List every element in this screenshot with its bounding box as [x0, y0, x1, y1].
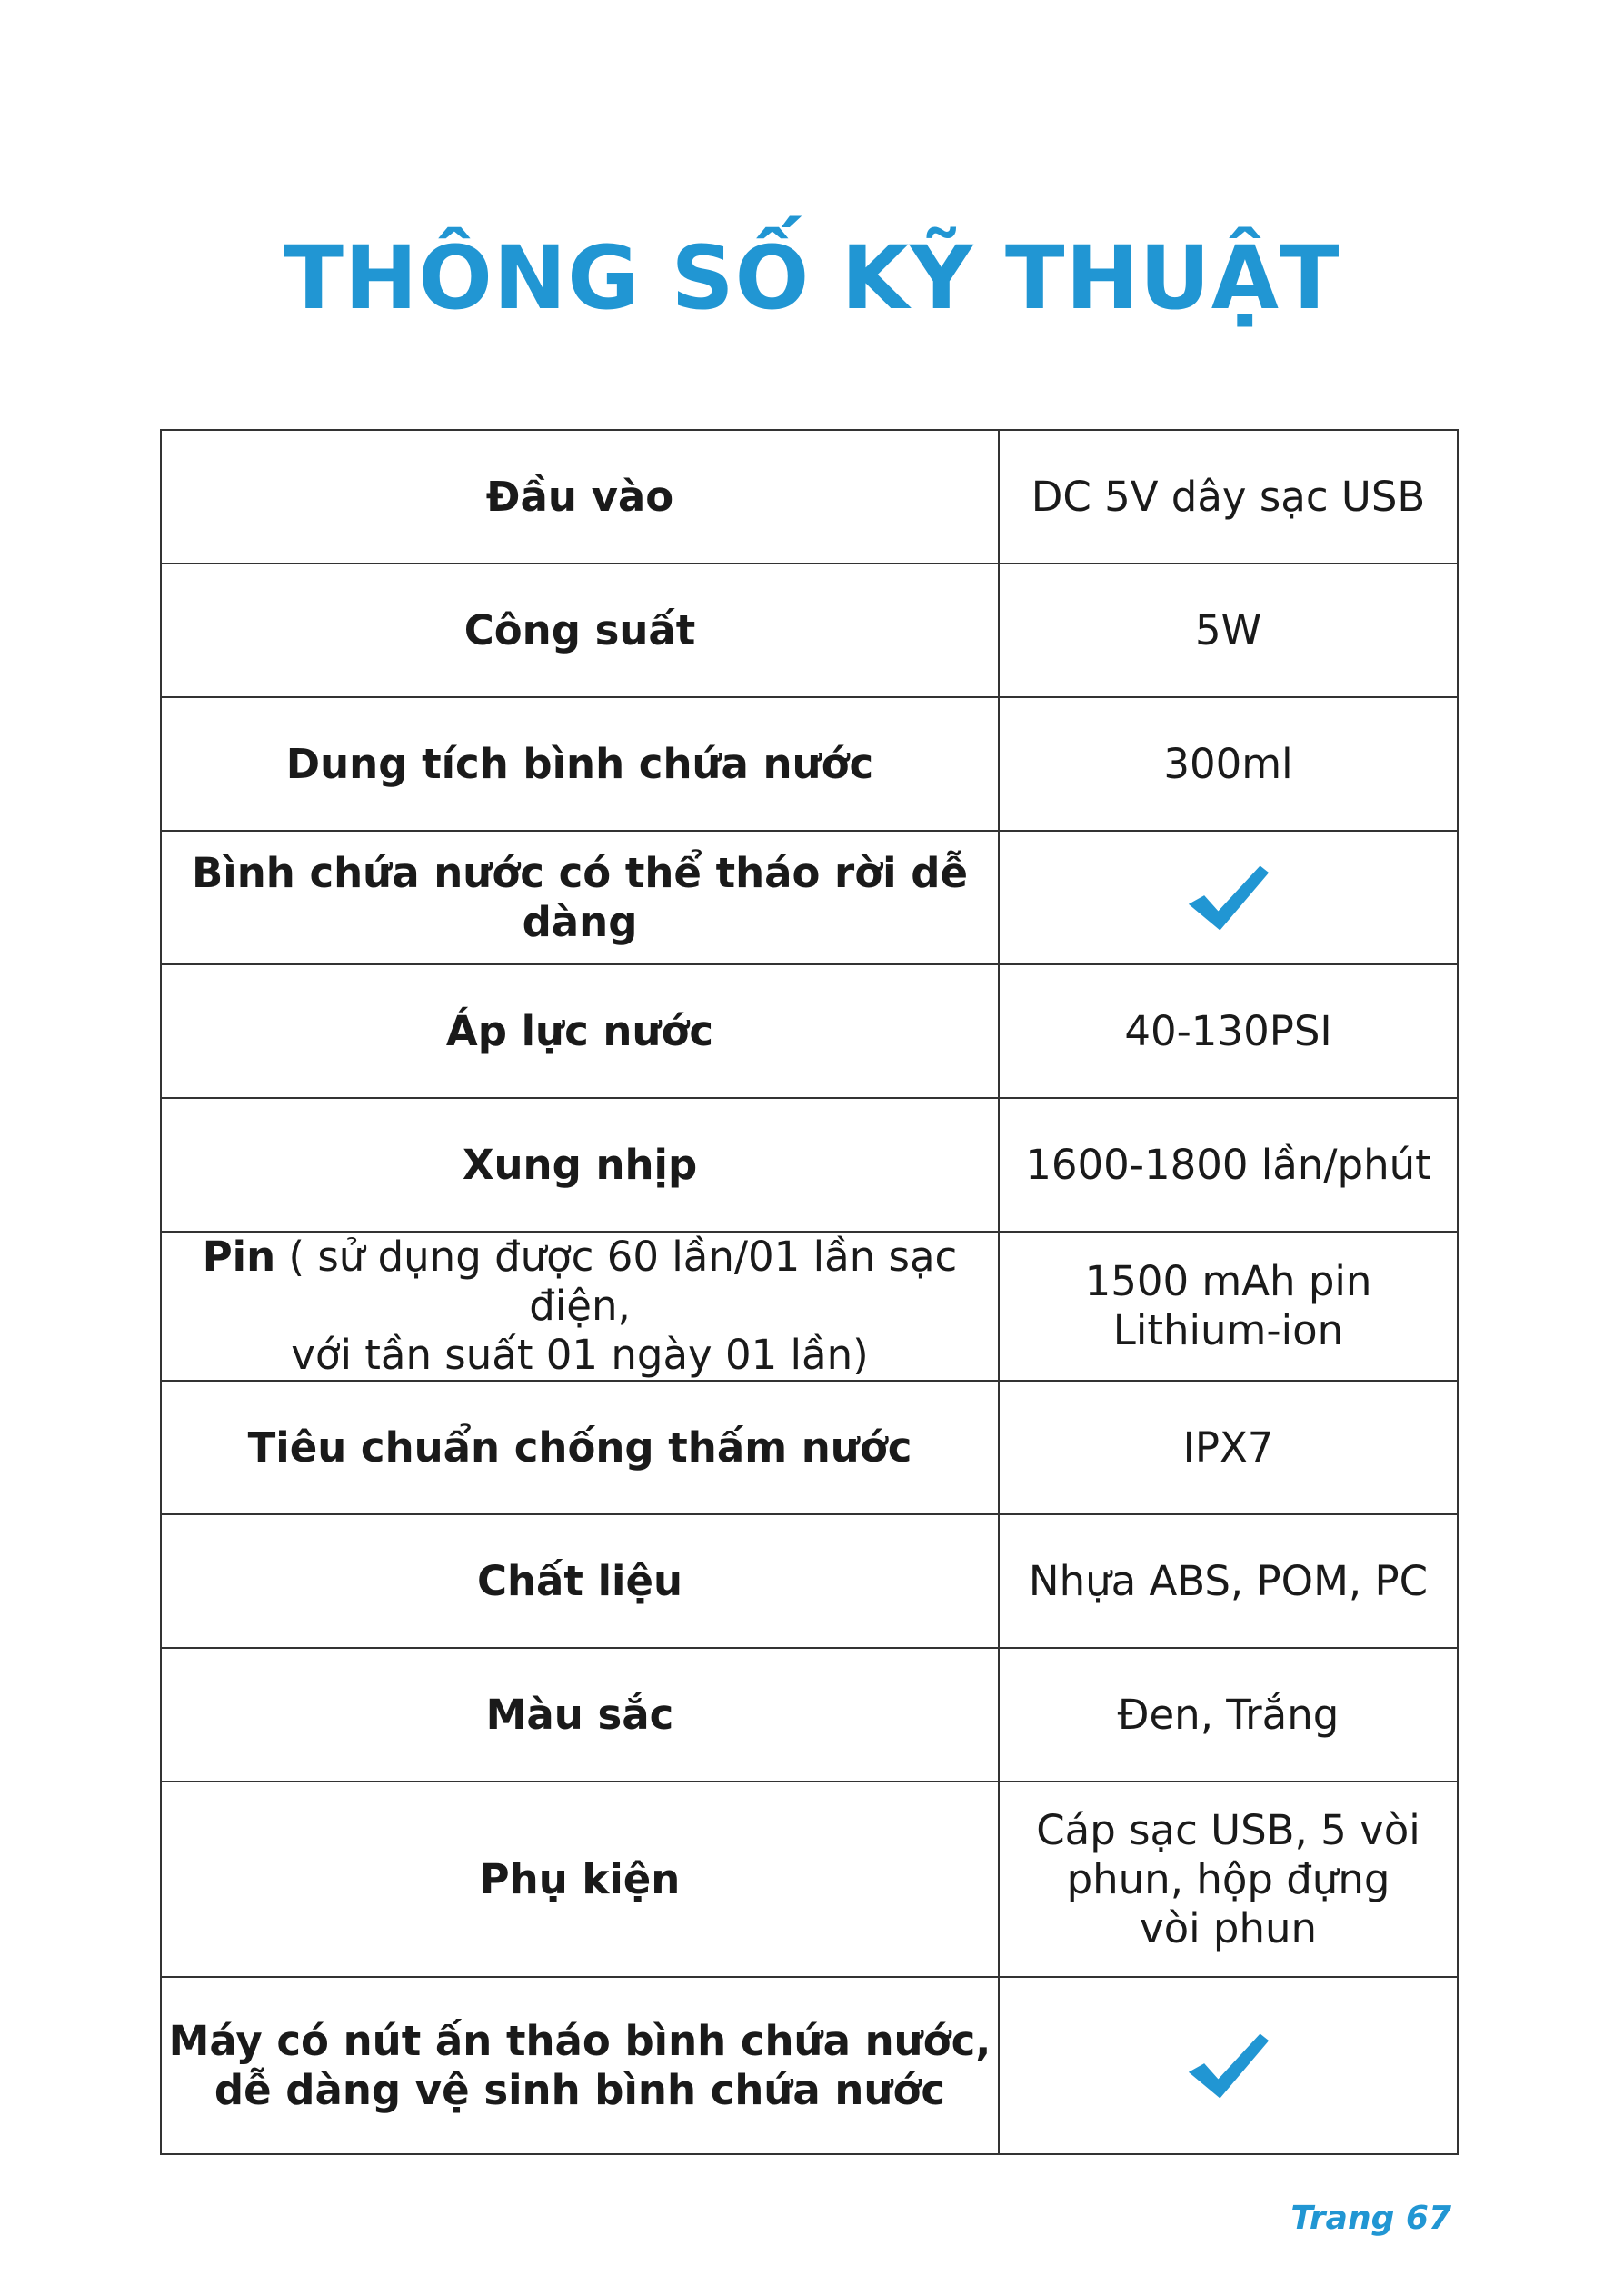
row-label	[161, 1977, 999, 2154]
row-label-line: dễ dàng vệ sinh bình chứa nước	[214, 2065, 946, 2114]
row-label: Xung nhịp	[161, 1098, 999, 1232]
table-row	[161, 430, 1458, 564]
table-row	[161, 1648, 1458, 1782]
row-value: 300ml	[999, 697, 1458, 831]
row-value: 5W	[999, 564, 1458, 697]
row-label: Phụ kiện	[161, 1782, 999, 1977]
table-row	[161, 1977, 1458, 2154]
page-number: Trang 67	[1290, 2200, 1451, 2237]
checkmark-icon	[1185, 2028, 1272, 2104]
table-row	[161, 964, 1458, 1098]
table-row	[161, 697, 1458, 831]
row-label	[161, 1232, 999, 1381]
row-label: Chất liệu	[161, 1514, 999, 1648]
row-label: Áp lực nước	[161, 964, 999, 1098]
table-row	[161, 1098, 1458, 1232]
row-value: DC 5V dây sạc USB	[999, 430, 1458, 564]
row-label: Tiêu chuẩn chống thấm nước	[161, 1381, 999, 1514]
row-value	[999, 1782, 1458, 1977]
table-row	[161, 1514, 1458, 1648]
row-label: Bình chứa nước có thể tháo rời dễ dàng	[161, 831, 999, 964]
row-value	[999, 831, 1458, 964]
row-label: Dung tích bình chứa nước	[161, 697, 999, 831]
row-label-note: với tần suất 01 ngày 01 lần)	[291, 1331, 869, 1379]
checkmark-icon	[1185, 860, 1272, 936]
table-row	[161, 1381, 1458, 1514]
row-value: 40-130PSI	[999, 964, 1458, 1098]
row-label: Đầu vào	[161, 430, 999, 564]
row-label-line: Máy có nút ấn tháo bình chứa nước,	[168, 2016, 991, 2065]
table-row	[161, 564, 1458, 697]
row-value-line: Lithium-ion	[1112, 1306, 1344, 1354]
row-value	[999, 1977, 1458, 2154]
page-title: THÔNG SỐ KỸ THUẬT	[284, 227, 1340, 329]
table-row	[161, 1782, 1458, 1977]
row-value-line: phun, hộp đựng	[1066, 1854, 1390, 1903]
spec-table	[160, 429, 1459, 2155]
row-value: Nhựa ABS, POM, PC	[999, 1514, 1458, 1648]
row-value: IPX7	[999, 1381, 1458, 1514]
row-label-note: ( sử dụng được 60 lần/01 lần sạc điện,	[275, 1233, 958, 1330]
row-value: Đen, Trắng	[999, 1648, 1458, 1782]
row-value-line: Cáp sạc USB, 5 vòi	[1036, 1805, 1420, 1854]
table-row	[161, 831, 1458, 964]
row-value	[999, 1232, 1458, 1381]
row-label-title: Pin	[202, 1233, 276, 1281]
row-label: Công suất	[161, 564, 999, 697]
row-label: Màu sắc	[161, 1648, 999, 1782]
row-value-line: 1500 mAh pin	[1084, 1257, 1372, 1305]
table-row	[161, 1232, 1458, 1381]
row-value-line: vòi phun	[1139, 1903, 1318, 1952]
row-value: 1600-1800 lần/phút	[999, 1098, 1458, 1232]
